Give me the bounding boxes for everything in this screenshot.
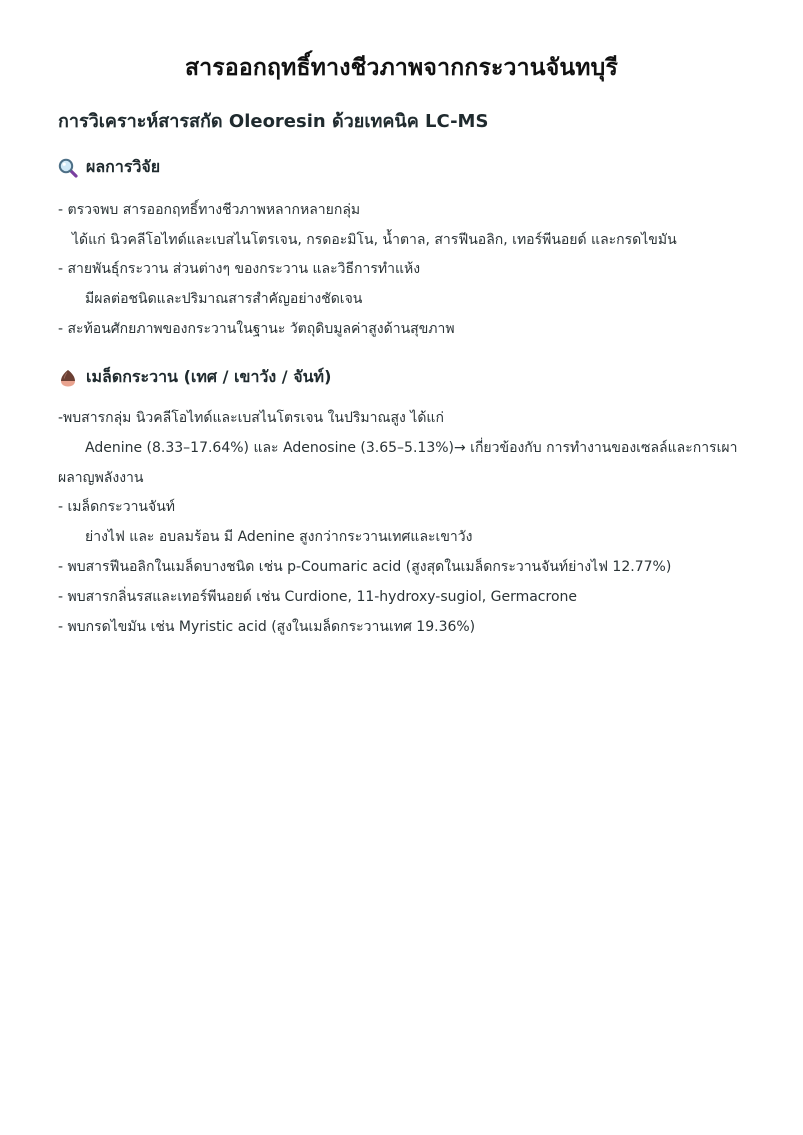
- seeds-line: - เมล็ดกระวานจันท์: [58, 499, 175, 515]
- section-seeds-heading: [58, 365, 331, 390]
- section-results-title: ผลการวิจัย: [86, 157, 161, 176]
- results-line: ได้แก่ นิวคลีโอไทด์และเบสไนโตรเจน, กรดอะมิโน, น้ำตาล, สารฟีนอลิก, เทอร์พีนอยด์ และกรดไขมัน: [72, 232, 677, 248]
- seeds-line: -พบสารกลุ่ม นิวคลีโอไทด์และเบสไนโตรเจน ในปริมาณสูง ได้แก่: [58, 410, 444, 426]
- results-line: - สายพันธุ์กระวาน ส่วนต่างๆ ของกระวาน และวิธีการทำแห้ง: [58, 261, 421, 277]
- seeds-line: - พบสารกลิ่นรสและเทอร์พีนอยด์ เช่น Curdione, 11-hydroxy-sugiol, Germacrone: [58, 589, 577, 605]
- results-line: มีผลต่อชนิดและปริมาณสารสำคัญอย่างชัดเจน: [85, 291, 363, 307]
- magnifier-icon: [58, 158, 78, 178]
- results-line: - ตรวจพบ สารออกฤทธิ์ทางชีวภาพหลากหลายกลุ่ม: [58, 202, 361, 218]
- results-line: - สะท้อนศักยภาพของกระวานในฐานะ วัตถุดิบมูลค่าสูงด้านสุขภาพ: [58, 321, 455, 337]
- section-seeds-title: เมล็ดกระวาน (เทศ / เขาวัง / จันท์): [86, 367, 332, 386]
- seeds-line: ผลาญพลังงาน: [58, 470, 144, 486]
- section-results-heading: [58, 155, 160, 180]
- page-subtitle: การวิเคราะห์สารสกัด Oleoresin ด้วยเทคนิค LC-MS: [58, 111, 489, 132]
- seed-icon: [58, 368, 78, 388]
- seeds-line: Adenine (8.33–17.64%) และ Adenosine (3.65–5.13%)→ เกี่ยวข้องกับ การทำงานของเซลล์และการเผา: [85, 440, 738, 456]
- seeds-line: ย่างไฟ และ อบลมร้อน มี Adenine สูงกว่ากระวานเทศและเขาวัง: [85, 529, 473, 545]
- seeds-line: - พบกรดไขมัน เช่น Myristic acid (สูงในเมล็ดกระวานเทศ 19.36%): [58, 619, 476, 635]
- seeds-line: - พบสารฟีนอลิกในเมล็ดบางชนิด เช่น p-Coumaric acid (สูงสุดในเมล็ดกระวานจันท์ย่างไฟ 12.77%): [58, 559, 672, 575]
- page-title: สารออกฤทธิ์ทางชีวภาพจากกระวานจันทบุรี: [184, 55, 619, 81]
